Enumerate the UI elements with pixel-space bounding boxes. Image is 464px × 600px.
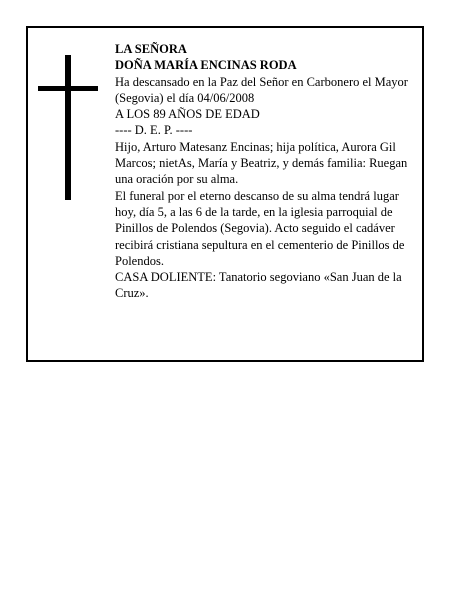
notice-rip: ---- D. E. P. ---- [115, 123, 193, 138]
notice-funeral: El funeral por el eterno descanso de su alma tendrá lugar hoy, día 5, a las 6 de la tarde, en la iglesia parroquial de Pinillos de Polendos (Segovia). Acto seguido el cadáver recibirá cristiana sepultura en el cementerio de Pinillos de Polendos. [115, 188, 405, 268]
cross-vertical-bar [65, 55, 71, 200]
notice-title-line1: LA SEÑORA [115, 42, 187, 56]
notice-death-statement: Ha descansado en la Paz del Señor en Carbonero el Mayor (Segovia) el día 04/06/2008 [115, 74, 408, 105]
notice-age: A LOS 89 AÑOS DE EDAD [115, 107, 260, 122]
notice-title-line2: DOÑA MARÍA ENCINAS RODA [115, 58, 297, 73]
cross-horizontal-bar [38, 86, 98, 91]
notice-text [115, 41, 421, 302]
notice-family: Hijo, Arturo Matesanz Encinas; hija política, Aurora Gil Marcos; nietAs, María y Beatriz, y demás familia: Ruegan una oración por su alma. [115, 139, 408, 187]
notice-funeral-home: CASA DOLIENTE: Tanatorio segoviano «San Juan de la Cruz». [115, 270, 402, 301]
cross-icon [38, 55, 98, 200]
obituary-notice [26, 26, 424, 362]
